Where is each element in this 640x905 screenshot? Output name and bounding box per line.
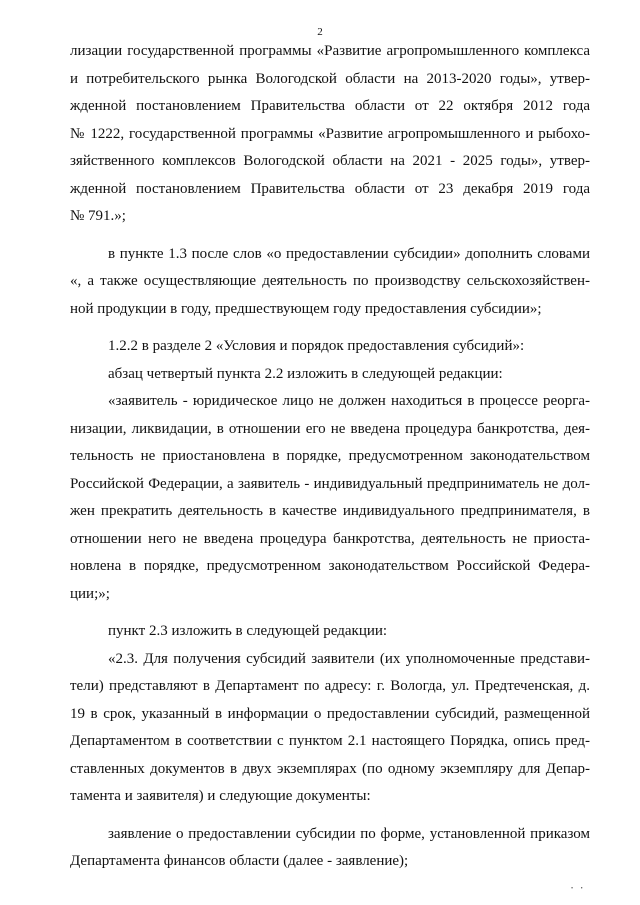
text-line: новлена в порядке, предусмотренном законодательством Российской Федера-: [70, 558, 590, 574]
page-number: 2: [317, 26, 323, 38]
text-line: № 791.»;: [70, 208, 126, 224]
paragraph: [70, 241, 590, 324]
text-line: «заявитель - юридическое лицо не должен находиться в процессе реорга-: [108, 393, 590, 409]
text-line: тели) представляют в Департамент по адресу: г. Вологда, ул. Предтеченская, д.: [70, 678, 590, 694]
text-line: отношении него не введена процедура банкротства, деятельность не приоста-: [70, 530, 590, 547]
text-line: жденной постановлением Правительства области от 22 октября 2012 года: [70, 98, 590, 114]
text-line: «2.3. Для получения субсидий заявители (их уполномоченные представи-: [108, 650, 590, 667]
paragraph: [70, 388, 590, 608]
text-line: пункт 2.3 изложить в следующей редакции:: [108, 623, 388, 639]
paragraph: [70, 361, 590, 389]
text-line: Департамента финансов области (далее - заявление);: [70, 853, 409, 869]
text-line: ции;»;: [70, 585, 110, 602]
document-body: [70, 38, 590, 876]
text-line: жен прекратить деятельность в качестве индивидуального предпринимателя, в: [70, 503, 590, 519]
paragraph: [70, 646, 590, 811]
text-line: «, а также осуществляющие деятельность по производству сельскохозяйствен-: [70, 273, 590, 289]
text-line: в пункте 1.3 после слов «о предоставлении субсидии» дополнить словами: [108, 245, 590, 262]
paragraph: [70, 38, 590, 231]
text-line: ной продукции в году, предшествующем году предоставления субсидии»;: [70, 300, 542, 317]
text-line: 19 в срок, указанный в информации о предоставлении субсидий, размещенной: [70, 705, 590, 722]
text-line: № 1222, государственной программы «Развитие агропромышленного и рыбохо-: [70, 125, 590, 142]
text-line: тамента и заявителя) и следующие документы:: [70, 788, 371, 804]
text-line: Департаментом в соответствии с пунктом 2.1 настоящего Порядка, опись пред-: [70, 733, 590, 749]
paragraph: [70, 821, 590, 876]
scan-artifact-marks: • •: [571, 886, 586, 892]
text-line: низации, ликвидации, в отношении его не введена процедура банкротства, дея-: [70, 420, 590, 437]
text-line: тельность не приостановлена в порядке, предусмотренном законодательством: [70, 448, 590, 464]
text-line: 1.2.2 в разделе 2 «Условия и порядок предоставления субсидий»:: [108, 338, 525, 354]
paragraph: [70, 618, 590, 646]
text-line: абзац четвертый пункта 2.2 изложить в следующей редакции:: [108, 365, 503, 382]
paragraph: [70, 333, 590, 361]
text-line: заявление о предоставлении субсидии по форме, установленной приказом: [108, 825, 590, 842]
text-line: зяйственного комплексов Вологодской области на 2021 - 2025 годы», утвер-: [70, 153, 590, 169]
text-line: и потребительского рынка Вологодской области на 2013-2020 годы», утвер-: [70, 70, 590, 87]
text-line: Российской Федерации, а заявитель - индивидуальный предприниматель не дол-: [70, 475, 590, 492]
text-line: ставленных документов в двух экземплярах (по одному экземпляру для Депар-: [70, 760, 590, 777]
text-line: жденной постановлением Правительства области от 23 декабря 2019 года: [70, 180, 590, 197]
text-line: лизации государственной программы «Развитие агропромышленного комплекса: [70, 43, 590, 59]
